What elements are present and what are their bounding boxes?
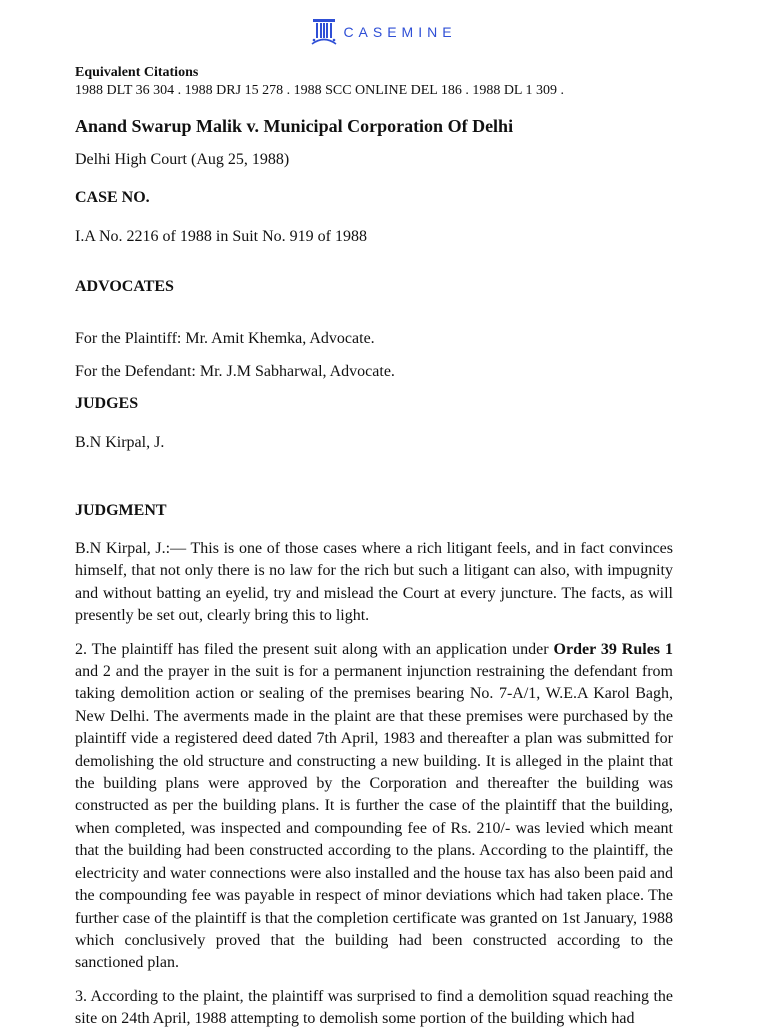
judges-heading: JUDGES	[75, 395, 139, 412]
judgment-paragraph-3: 3. According to the plaint, the plaintiff was surprised to find a demolition squad reaching the site on 24th April, 1988 attempting to demolish some portion of the building which had	[75, 987, 673, 1028]
defendant-advocate: For the Defendant: Mr. J.M Sabharwal, Advocate.	[75, 363, 395, 380]
case-no-heading: CASE NO.	[75, 189, 150, 206]
equivalent-citations-text: 1988 DLT 36 304 . 1988 DRJ 15 278 . 1988 SCC ONLINE DEL 186 . 1988 DL 1 309 .	[75, 83, 564, 98]
plaintiff-advocate: For the Plaintiff: Mr. Amit Khemka, Advocate.	[75, 330, 375, 347]
court-line: Delhi High Court (Aug 25, 1988)	[75, 151, 290, 168]
judgment-paragraph-2	[75, 639, 673, 975]
case-no-value: I.A No. 2216 of 1988 in Suit No. 919 of 1988	[75, 228, 367, 245]
document-body	[75, 64, 673, 1031]
brand-logo[interactable]	[0, 16, 768, 48]
paragraph-2-start: 2. The plaintiff has filed the present suit along with an application under	[75, 640, 554, 658]
judgment-paragraph-1: B.N Kirpal, J.:— This is one of those cases where a rich litigant feels, and in fact convinces himself, that not only there is no law for the rich but such a litigant can also, with impugnity and without batting an eyelid, try and mislead the Court at every juncture. The facts, as will presently be set out, clearly bring this to light.	[75, 540, 673, 625]
brand-name: CASEMINE	[343, 24, 457, 40]
case-title: Anand Swarup Malik v. Municipal Corporation Of Delhi	[75, 116, 514, 136]
equivalent-citations-title: Equivalent Citations	[75, 65, 199, 80]
judge-name: B.N Kirpal, J.	[75, 434, 165, 451]
judgment-heading: JUDGMENT	[75, 502, 167, 519]
paragraph-2-rest: and 2 and the prayer in the suit is for a permanent injunction restraining the defendant from taking demolition action or sealing of the premises bearing No. 7-A/1, W.E.A Karol Bagh, New Delhi. The averments made in the plaint are that these premises were purchased by the plaintiff vide a registered deed dated 7th April, 1983 and thereafter a plan was submitted for demolishing the old structure and constructing a new building. It is alleged in the plaint that the building plans were approved by the Corporation and thereafter the building was constructed as per the building plans. It is further the case of the plaintiff that the building, when completed, was inspected and compounding fee of Rs. 210/- was levied which meant that the building had been constructed according to the plans. According to the plaintiff, the electricity and water connections were also installed and the house tax has also been paid and the compounding fee was payable in respect of minor deviations which had taken place. The further case of the plaintiff is that the completion certificate was granted on 1st January, 1988 which conclusively proved that the building had been constructed according to the sanctioned plan.	[75, 663, 673, 972]
advocates-heading: ADVOCATES	[75, 278, 174, 295]
pillar-logo-icon	[311, 18, 337, 46]
order-reference: Order 39 Rules 1	[553, 640, 673, 658]
